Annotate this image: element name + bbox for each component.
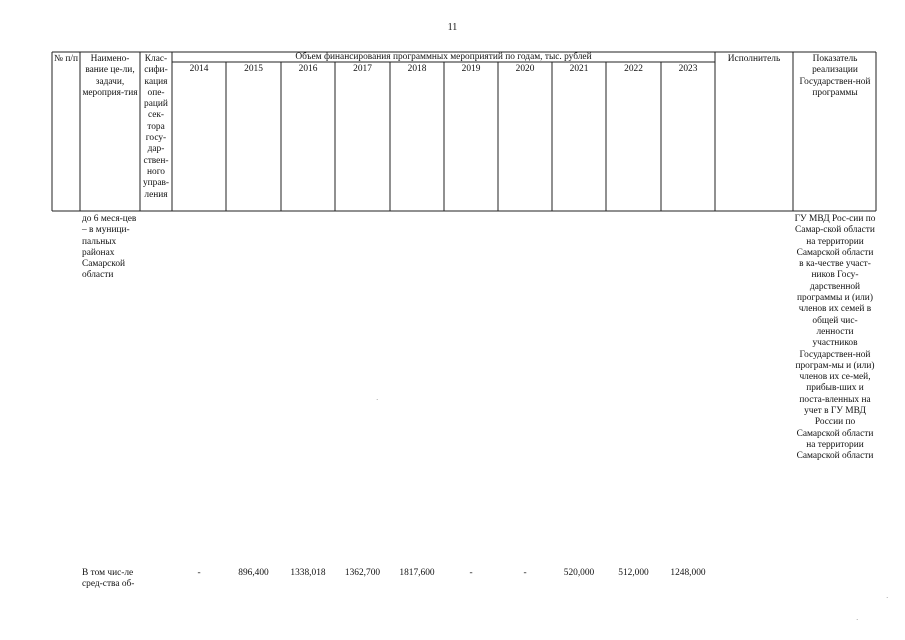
row2-value-2016: 1338,018: [290, 568, 326, 578]
row2-value-2023: 1248,000: [670, 568, 706, 578]
header-year-2021: 2021: [569, 64, 589, 74]
row2-value-2015: 896,400: [238, 568, 269, 578]
header-classification: Клас-сифи-кация опе-раций сек-тора госу-дар-ствен-ного управ-ления: [142, 54, 170, 200]
row1-name: до 6 меся-цев – в муници-пальных районах Самарской области: [82, 214, 137, 281]
scan-speck: ·: [886, 594, 889, 602]
header-year-2019: 2019: [461, 64, 481, 74]
header-year-2018: 2018: [407, 64, 427, 74]
row2-value-2020: -: [523, 568, 527, 578]
header-year-2015: 2015: [244, 64, 263, 74]
row2-value-2017: 1362,700: [344, 568, 381, 578]
row2-value-2014: -: [197, 568, 201, 578]
header-year-2014: 2014: [189, 64, 209, 74]
row2-value-2018: 1817,600: [399, 568, 435, 578]
scan-speck: ·: [376, 396, 379, 404]
header-year-2023: 2023: [678, 64, 698, 74]
header-no: № п/п: [54, 54, 78, 64]
scan-speck: ·: [856, 616, 859, 624]
page-number: 11: [447, 22, 458, 33]
row2-value-2022: 512,000: [618, 568, 649, 578]
header-year-2022: 2022: [624, 64, 643, 74]
header-executor: Исполнитель: [727, 54, 781, 64]
header-funding-group: Объем финансирования программных мероприятий по годам, тыс. рублей: [295, 52, 592, 62]
header-year-2016: 2016: [298, 64, 318, 74]
row2-value-2019: -: [469, 568, 473, 578]
header-year-2020: 2020: [515, 64, 535, 74]
header-indicator: Показатель реализации Государствен-ной программы: [799, 54, 871, 98]
header-year-2017: 2017: [353, 64, 372, 74]
row2-name: В том чис-ле сред-ства об-: [82, 568, 135, 590]
row2-value-2021: 520,000: [563, 568, 595, 578]
header-name: Наимено-вание це-ли, задачи, мероприя-тия: [82, 54, 138, 98]
row1-indicator: ГУ МВД Рос-сии по Самар-ской области на территории Самарской области в ка-честве участ-ников Госу-дарственной программы и (или) членов их семей в общей чис-ленности участников Государствен-ной програм-мы и (или) членов их се-мей, прибыв-ших и поста-вленных на учет в ГУ МВД России по Самарской области на территории Самарской области: [794, 214, 876, 462]
